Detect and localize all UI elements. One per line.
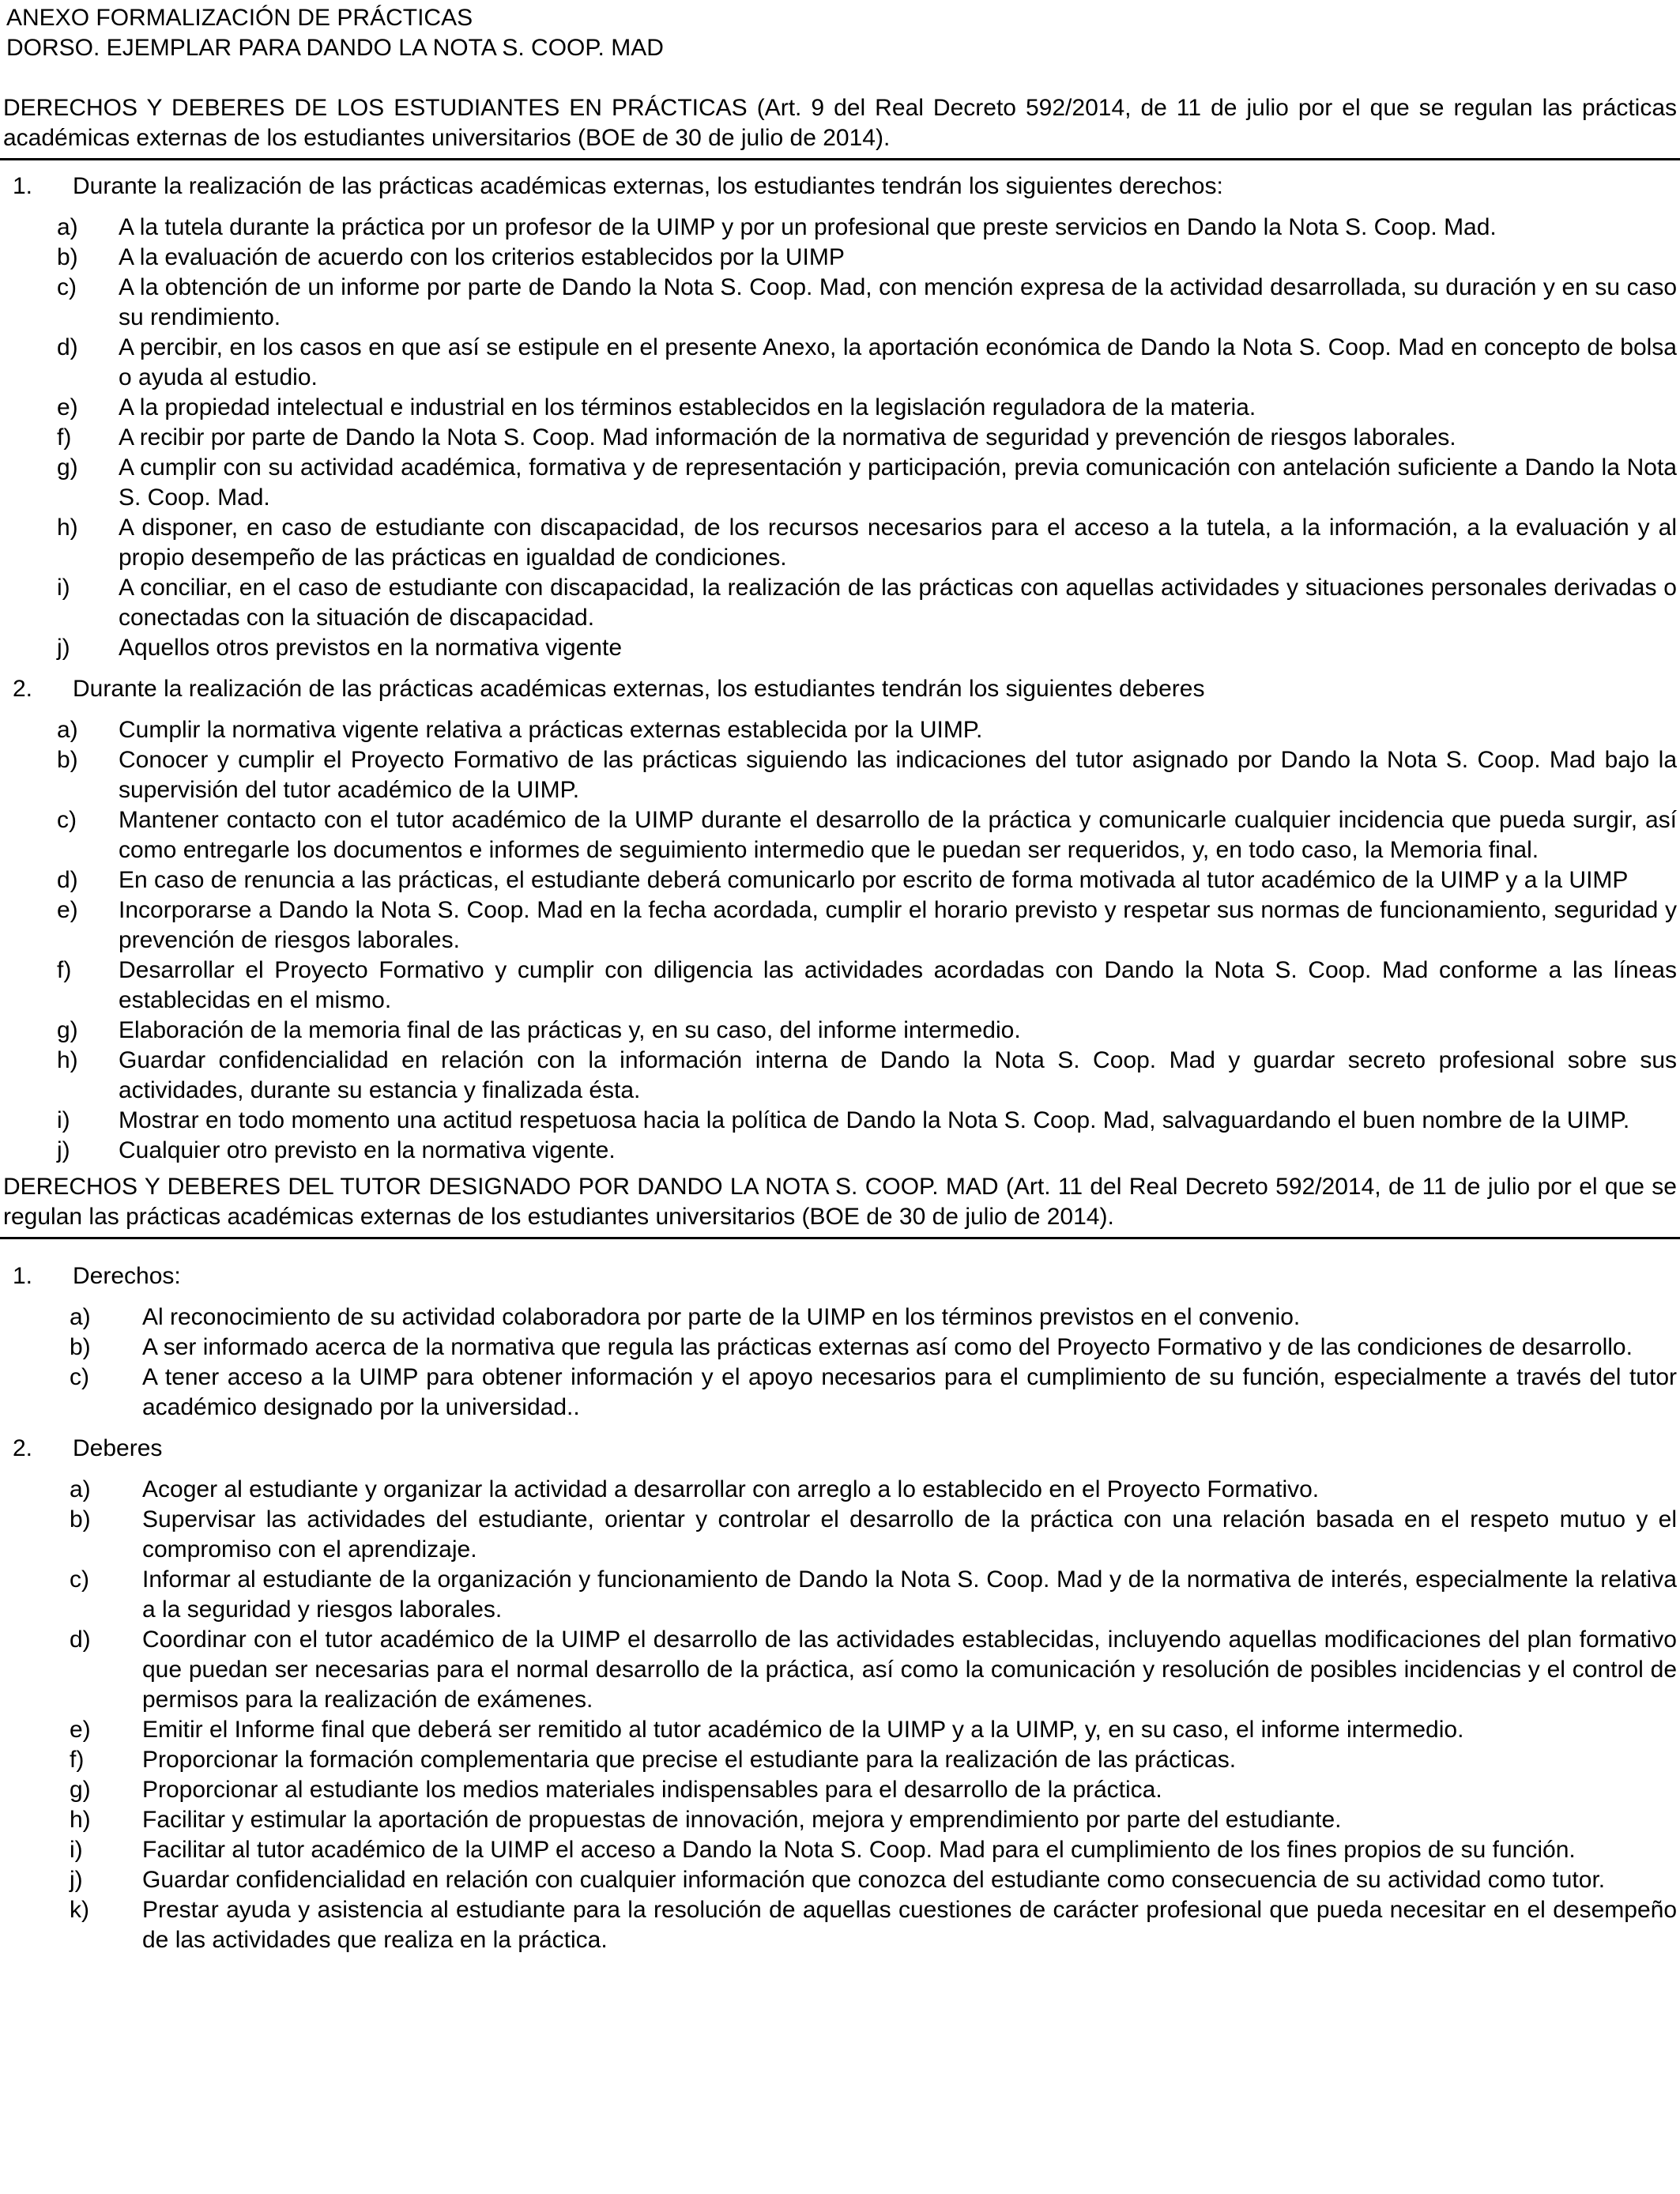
- item-letter: f): [57, 957, 72, 983]
- list-item: [0, 1565, 1680, 1625]
- list-item: [0, 1745, 1680, 1775]
- item-letter: b): [57, 244, 78, 270]
- section-title: Durante la realización de las prácticas académicas externas, los estudiantes tendrán los siguientes deberes: [73, 676, 1205, 702]
- item-letter: f): [70, 1747, 85, 1773]
- item-letter: i): [70, 1837, 83, 1863]
- tutor-section-title: DERECHOS Y DEBERES DEL TUTOR DESIGNADO POR DANDO LA NOTA S. COOP. MAD (Art. 11 del Real Decreto 592/2014, de 11 de julio por el que se regulan las prácticas académicas externas de los estudiantes universitarios (BOE de 30 de julio de 2014).: [3, 1174, 1677, 1230]
- item-letter: a): [57, 214, 78, 240]
- list-item: [0, 1895, 1680, 1955]
- item-text: Conocer y cumplir el Proyecto Formativo de las prácticas siguiendo las indicaciones del tutor asignado por Dando la Nota S. Coop. Mad bajo la supervisión del tutor académico de la UIMP.: [119, 747, 1677, 803]
- list-item: [0, 453, 1680, 513]
- list-item: [0, 1333, 1680, 1363]
- tutor-duties-list: [0, 1475, 1680, 1955]
- students-duties-heading: [0, 674, 1680, 704]
- item-letter: d): [57, 334, 78, 360]
- list-item: [0, 393, 1680, 423]
- item-text: A recibir por parte de Dando la Nota S. Coop. Mad información de la normativa de seguridad y prevención de riesgos laborales.: [119, 424, 1456, 450]
- item-letter: e): [70, 1717, 91, 1743]
- students-rights-heading: [0, 172, 1680, 202]
- item-letter: d): [57, 867, 78, 893]
- item-text: Facilitar y estimular la aportación de propuestas de innovación, mejora y emprendimiento por parte del estudiante.: [142, 1807, 1342, 1833]
- item-text: Elaboración de la memoria final de las prácticas y, en su caso, del informe intermedio.: [119, 1017, 1021, 1043]
- list-item: [0, 1302, 1680, 1333]
- item-text: A la tutela durante la práctica por un profesor de la UIMP y por un profesional que preste servicios en Dando la Nota S. Coop. Mad.: [119, 214, 1497, 240]
- item-text: Informar al estudiante de la organización y funcionamiento de Dando la Nota S. Coop. Mad y de la normativa de interés, especialmente la relativa a la seguridad y riesgos laborales.: [142, 1566, 1677, 1623]
- item-letter: c): [70, 1566, 89, 1593]
- section-title: Durante la realización de las prácticas académicas externas, los estudiantes tendrán los siguientes derechos:: [73, 173, 1223, 199]
- item-text: A conciliar, en el caso de estudiante con discapacidad, la realización de las prácticas con aquellas actividades y situaciones personales derivadas o conectadas con la situación de discapacidad.: [119, 575, 1677, 631]
- item-text: Cualquier otro previsto en la normativa vigente.: [119, 1137, 616, 1163]
- tutor-duties-heading: [0, 1434, 1680, 1464]
- list-item: [0, 423, 1680, 453]
- item-letter: b): [70, 1506, 91, 1532]
- item-text: A cumplir con su actividad académica, formativa y de representación y participación, previa comunicación con antelación suficiente a Dando la Nota S. Coop. Mad.: [119, 454, 1677, 511]
- header: [0, 3, 1680, 63]
- section-number: 1.: [13, 1263, 33, 1289]
- item-text: A percibir, en los casos en que así se estipule en el presente Anexo, la aportación económica de Dando la Nota S. Coop. Mad en concepto de bolsa o ayuda al estudio.: [119, 334, 1677, 390]
- item-letter: b): [70, 1334, 91, 1360]
- list-item: [0, 273, 1680, 333]
- list-item: [0, 1805, 1680, 1835]
- item-letter: h): [57, 1047, 78, 1073]
- list-item: [0, 1475, 1680, 1505]
- item-text: Mantener contacto con el tutor académico de la UIMP durante el desarrollo de la práctica y comunicarle cualquier incidencia que pueda surgir, así como entregarle los documentos e informes de seguimiento intermedio que le puedan ser requeridos, y, en todo caso, la Memoria final.: [119, 807, 1677, 863]
- item-text: A la evaluación de acuerdo con los criterios establecidos por la UIMP: [119, 244, 845, 270]
- list-item: [0, 1775, 1680, 1805]
- item-text: Acoger al estudiante y organizar la actividad a desarrollar con arreglo a lo establecido en el Proyecto Formativo.: [142, 1476, 1320, 1502]
- tutor-rights-heading: [0, 1261, 1680, 1291]
- item-text: Proporcionar al estudiante los medios materiales indispensables para el desarrollo de la práctica.: [142, 1777, 1162, 1803]
- item-text: Aquellos otros previstos en la normativa vigente: [119, 635, 623, 661]
- list-item: [0, 715, 1680, 745]
- list-item: [0, 1625, 1680, 1715]
- header-subtitle: DORSO. EJEMPLAR PARA DANDO LA NOTA S. COOP. MAD: [6, 35, 664, 61]
- item-letter: g): [57, 1017, 78, 1043]
- item-letter: j): [57, 635, 70, 661]
- item-text: Incorporarse a Dando la Nota S. Coop. Mad en la fecha acordada, cumplir el horario previsto y respetar sus normas de funcionamiento, seguridad y prevención de riesgos laborales.: [119, 897, 1677, 953]
- students-duties-list: [0, 715, 1680, 1166]
- list-item: [0, 956, 1680, 1016]
- list-item: [0, 513, 1680, 573]
- section-number: 1.: [13, 173, 33, 199]
- item-letter: b): [57, 747, 78, 773]
- item-letter: d): [70, 1627, 91, 1653]
- item-text: Desarrollar el Proyecto Formativo y cumplir con diligencia las actividades acordadas con Dando la Nota S. Coop. Mad conforme a las líneas establecidas en el mismo.: [119, 957, 1677, 1013]
- item-letter: e): [57, 394, 78, 420]
- list-item: [0, 1106, 1680, 1136]
- divider: [0, 1237, 1680, 1239]
- list-item: [0, 1865, 1680, 1895]
- item-letter: g): [70, 1777, 91, 1803]
- list-item: [0, 865, 1680, 895]
- item-text: En caso de renuncia a las prácticas, el estudiante deberá comunicarlo por escrito de forma motivada al tutor académico de la UIMP y a la UIMP: [119, 867, 1629, 893]
- list-item: [0, 633, 1680, 663]
- item-text: Guardar confidencialidad en relación con la información interna de Dando la Nota S. Coop. Mad y guardar secreto profesional sobre sus actividades, durante su estancia y finalizada ésta.: [119, 1047, 1677, 1103]
- item-letter: k): [70, 1897, 89, 1923]
- item-letter: a): [57, 717, 78, 743]
- tutor-rights-list: [0, 1302, 1680, 1423]
- item-text: Coordinar con el tutor académico de la UIMP el desarrollo de las actividades establecidas, incluyendo aquellas modificaciones del plan formativo que puedan ser necesarias para el normal desarrollo de la práctica, así como la comunicación y resolución de posibles incidencias y el control de permisos para la realización de exámenes.: [142, 1627, 1677, 1713]
- list-item: [0, 745, 1680, 805]
- item-text: Cumplir la normativa vigente relativa a prácticas externas establecida por la UIMP.: [119, 717, 983, 743]
- list-item: [0, 1016, 1680, 1046]
- item-letter: i): [57, 575, 70, 601]
- item-letter: f): [57, 424, 72, 450]
- item-text: Mostrar en todo momento una actitud respetuosa hacia la política de Dando la Nota S. Coop. Mad, salvaguardando el buen nombre de la UIMP.: [119, 1107, 1630, 1133]
- list-item: [0, 573, 1680, 633]
- section-title: Derechos:: [73, 1263, 181, 1289]
- section-number: 2.: [13, 1435, 33, 1461]
- item-letter: c): [70, 1364, 89, 1390]
- item-letter: c): [57, 274, 77, 300]
- list-item: [0, 1505, 1680, 1565]
- list-item: [0, 895, 1680, 956]
- item-text: Guardar confidencialidad en relación con cualquier información que conozca del estudiante como consecuencia de su actividad como tutor.: [142, 1867, 1606, 1893]
- students-section-title: DERECHOS Y DEBERES DE LOS ESTUDIANTES EN PRÁCTICAS (Art. 9 del Real Decreto 592/2014, de 11 de julio por el que se regulan las prácticas académicas externas de los estudiantes universitarios (BOE de 30 de julio de 2014).: [3, 95, 1677, 151]
- divider: [0, 158, 1680, 160]
- item-text: A la propiedad intelectual e industrial en los términos establecidos en la legislación reguladora de la materia.: [119, 394, 1256, 420]
- list-item: [0, 1363, 1680, 1423]
- item-text: Supervisar las actividades del estudiante, orientar y controlar el desarrollo de la práctica con una relación basada en el respeto mutuo y el compromiso con el aprendizaje.: [142, 1506, 1677, 1563]
- students-rights-list: [0, 213, 1680, 663]
- item-letter: j): [57, 1137, 70, 1163]
- item-text: Proporcionar la formación complementaria que precise el estudiante para la realización de las prácticas.: [142, 1747, 1237, 1773]
- item-text: A ser informado acerca de la normativa que regula las prácticas externas así como del Proyecto Formativo y de las condiciones de desarrollo.: [142, 1334, 1633, 1360]
- item-letter: a): [70, 1476, 91, 1502]
- item-text: Prestar ayuda y asistencia al estudiante para la resolución de aquellas cuestiones de carácter profesional que pueda necesitar en el desempeño de las actividades que realiza en la práctica.: [142, 1897, 1677, 1953]
- section-number: 2.: [13, 676, 33, 702]
- item-text: A disponer, en caso de estudiante con discapacidad, de los recursos necesarios para el acceso a la tutela, a la información, a la evaluación y al propio desempeño de las prácticas en igualdad de condiciones.: [119, 515, 1677, 571]
- list-item: [0, 243, 1680, 273]
- item-text: A tener acceso a la UIMP para obtener información y el apoyo necesarios para el cumplimiento de su función, especialmente a través del tutor académico designado por la universidad..: [142, 1364, 1677, 1420]
- item-letter: h): [70, 1807, 91, 1833]
- item-letter: g): [57, 454, 78, 481]
- item-letter: c): [57, 807, 77, 833]
- list-item: [0, 213, 1680, 243]
- list-item: [0, 1835, 1680, 1865]
- item-letter: e): [57, 897, 78, 923]
- list-item: [0, 1046, 1680, 1106]
- item-letter: h): [57, 515, 78, 541]
- list-item: [0, 1715, 1680, 1745]
- list-item: [0, 333, 1680, 393]
- item-text: Al reconocimiento de su actividad colaboradora por parte de la UIMP en los términos previstos en el convenio.: [142, 1304, 1301, 1330]
- section-title: Deberes: [73, 1435, 163, 1461]
- item-text: A la obtención de un informe por parte de Dando la Nota S. Coop. Mad, con mención expresa de la actividad desarrollada, su duración y en su caso su rendimiento.: [119, 274, 1677, 330]
- list-item: [0, 805, 1680, 865]
- item-text: Emitir el Informe final que deberá ser remitido al tutor académico de la UIMP y a la UIMP, y, en su caso, el informe intermedio.: [142, 1717, 1464, 1743]
- header-title: ANEXO FORMALIZACIÓN DE PRÁCTICAS: [6, 5, 473, 31]
- item-letter: j): [70, 1867, 83, 1893]
- list-item: [0, 1136, 1680, 1166]
- item-letter: i): [57, 1107, 70, 1133]
- item-letter: a): [70, 1304, 91, 1330]
- item-text: Facilitar al tutor académico de la UIMP el acceso a Dando la Nota S. Coop. Mad para el cumplimiento de los fines propios de su función.: [142, 1837, 1576, 1863]
